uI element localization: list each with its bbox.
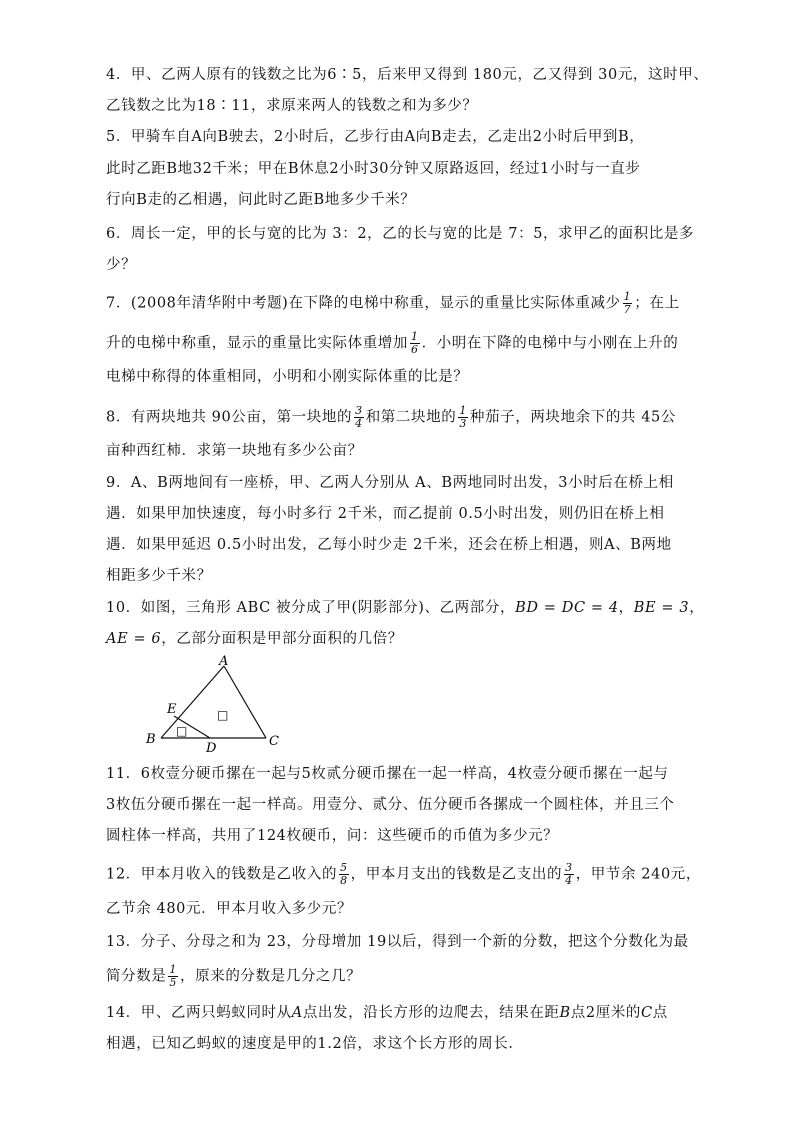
problem-7-text-c: 升的电梯中称重，显示的重量比实际体重增加 xyxy=(106,335,408,352)
problem-14-line-1: 14．甲、乙两只蚂蚁同时从A点出发，沿长方形的边爬去，结果在距B点2厘米的C点 xyxy=(106,1005,668,1021)
problem-4-line-1: 4．甲、乙两人原有的钱数之比为6∶5，后来甲又得到 180元，乙又得到 30元，这时甲、 xyxy=(106,67,709,83)
problem-6-line-1: 6．周长一定，甲的长与宽的比为 3：2，乙的长与宽的比是 7：5，求甲乙的面积比是多 xyxy=(106,226,695,242)
equation-ae: AE = 6 xyxy=(106,631,162,647)
equation-be: BE = 3 xyxy=(633,600,690,616)
problem-14-line-2: 相遇，已知乙蚂蚁的速度是甲的1.2倍，求这个长方形的周长． xyxy=(106,1036,524,1052)
problem-13-line-1: 13．分子、分母之和为 23，分母增加 19以后，得到一个新的分数，把这个分数化为最 xyxy=(106,934,689,950)
problem-12-text-c: ，甲节余 240元， xyxy=(575,866,701,883)
fraction-1-7: $\frac{1}{7}$ xyxy=(623,290,632,316)
problem-8-text-c: 种茄子，两块地余下的共 45公 xyxy=(469,409,676,426)
fraction-1-5: $\frac{1}{5}$ xyxy=(169,963,178,989)
fraction-1-6: $\frac{1}{6}$ xyxy=(411,330,419,356)
problem-10-line-1: 10．如图，三角形 ABC 被分成了甲(阴影部分)、乙两部分，BD = DC = 4，BE = 3， xyxy=(106,600,705,616)
problem-12-line-1 xyxy=(106,862,701,887)
problem-11-line-2: 3枚伍分硬币摞在一起一样高。用壹分、贰分、伍分硬币各摞成一个圆柱体，并且三个 xyxy=(106,797,675,813)
problem-7-line-3: 电梯中称得的体重相同，小明和小刚实际体重的比是？ xyxy=(106,369,469,385)
speed-ratio: 1.2 xyxy=(317,1036,343,1052)
problem-9-line-2: 遇．如果甲加快速度，每小时多行 2千米，而乙提前 0.5小时出发，则仍旧在桥上相 xyxy=(106,506,665,522)
label-a: A xyxy=(219,654,229,669)
problem-8-line-1 xyxy=(106,405,676,430)
fraction-3-4-b: $\frac{3}{4}$ xyxy=(565,861,573,887)
label-b: B xyxy=(146,732,156,747)
problem-7-text-a: 7．(2008年清华附中考题)在下降的电梯中称重，显示的重量比实际体重减少 xyxy=(106,295,621,312)
triangle-figure xyxy=(140,652,290,754)
equation-bd-dc: BD = DC = 4 xyxy=(515,600,619,616)
problem-13-line-2 xyxy=(106,964,361,989)
problem-12-text-b: ，甲本月支出的钱数是乙支出的 xyxy=(350,866,563,883)
fraction-1-3: $\frac{1}{3}$ xyxy=(459,404,467,430)
label-c: C xyxy=(269,734,279,749)
problem-10-text-b: ，乙部分面积是甲部分面积的几倍？ xyxy=(161,631,403,647)
problem-7-text-d: ．小明在下降的电梯中与小刚在上升的 xyxy=(421,335,679,352)
problem-8-text-a: 8．有两块地共 90公亩，第一块地的 xyxy=(106,409,353,426)
point-c: C xyxy=(641,1005,653,1021)
problem-5-line-3: 行向B走的乙相遇，问此时乙距B地多少千米？ xyxy=(106,192,416,208)
problem-11-line-1: 11．6枚壹分硬币摞在一起与5枚贰分硬币摞在一起一样高，4枚壹分硬币摞在一起与 xyxy=(106,766,669,782)
side-ac xyxy=(224,666,266,738)
distance-value: 2 xyxy=(585,1005,596,1021)
region-yi-mark: □ xyxy=(217,708,229,722)
problem-8-text-b: 和第二块地的 xyxy=(365,409,457,426)
problem-7-line-2 xyxy=(106,331,678,356)
problem-4-line-2: 乙钱数之比为18∶11，求原来两人的钱数之和为多少？ xyxy=(106,98,478,114)
problem-10-line-2 xyxy=(106,629,403,649)
problem-6-line-2: 少？ xyxy=(106,257,137,273)
region-jia-mark: □ xyxy=(176,724,188,738)
problem-13-text-b: ，原来的分数是几分之几？ xyxy=(180,968,362,985)
problem-9-line-3: 遇．如果甲延迟 0.5小时出发，乙每小时少走 2千米，还会在桥上相遇，则A、B两地 xyxy=(106,537,672,553)
problem-5-line-2: 此时乙距B地32千米；甲在B休息2小时30分钟又原路返回，经过1小时与一直步 xyxy=(106,161,641,177)
fraction-3-4: $\frac{3}{4}$ xyxy=(355,404,363,430)
problem-5-line-1: 5．甲骑车自A向B驶去，2小时后，乙步行由A向B走去，乙走出2小时后甲到B， xyxy=(106,129,645,145)
point-b: B xyxy=(559,1005,571,1021)
problem-10-text-a: 10．如图，三角形 ABC 被分成了甲(阴影部分)、乙两部分， xyxy=(106,600,516,616)
fraction-5-8: $\frac{5}{8}$ xyxy=(340,861,348,887)
problem-11-line-3: 圆柱体一样高，共用了124枚硬币，问：这些硬币的币值为多少元？ xyxy=(106,828,559,844)
problem-7-line-1 xyxy=(106,291,680,316)
label-e: E xyxy=(167,702,177,717)
point-a: A xyxy=(291,1005,303,1021)
problem-8-line-2: 亩种西红柿．求第一块地有多少公亩？ xyxy=(106,443,363,459)
problem-13-text-a: 简分数是 xyxy=(106,968,167,985)
problem-9-line-4: 相距多少千米？ xyxy=(106,568,212,584)
problem-12-text-a: 12．甲本月收入的钱数是乙收入的 xyxy=(106,866,338,883)
label-d: D xyxy=(206,741,217,754)
problem-12-line-2: 乙节余 480元．甲本月收入多少元？ xyxy=(106,901,353,917)
problem-9-line-1: 9．A、B两地间有一座桥，甲、乙两人分别从 A、B两地同时出发，3小时后在桥上相 xyxy=(106,475,674,491)
problem-7-text-b: ；在上 xyxy=(634,295,680,312)
